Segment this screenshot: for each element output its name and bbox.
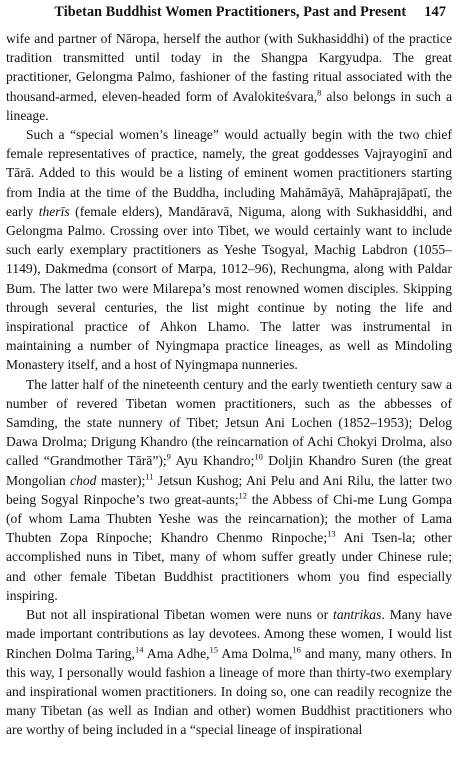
footnote-ref: 13	[327, 528, 336, 539]
running-title: Tibetan Buddhist Women Practitioners, Past and Present	[54, 4, 407, 20]
text-run: also belongs in such a lineage.	[6, 88, 452, 123]
text-run: wife and partner of Nāropa, herself the author (with Sukhasiddhi) of the practice tradition transmitted until today in the Shangpa Kargyudpa. The great practitioner, Gelongma Palmo, fashioner of the fasting ritual associated with the thousand-armed, eleven-headed form of Avalokiteśvara,	[6, 31, 452, 104]
italic-term: therīs	[38, 203, 70, 219]
paragraph	[6, 29, 452, 125]
footnote-ref: 16	[292, 643, 301, 654]
paragraph	[6, 375, 452, 605]
text-run: Jetsun Kushog; Ani Pelu and Ani Rilu, the latter two being Sogyal Rinpoche’s two great-aunts;	[6, 472, 453, 507]
text-run: Ani Tsen-la; other accomplished nuns in Tibet, many of whom suffer greatly under Chinese rule; and other female Tibetan Buddhist practitioners whom you find especially inspiring.	[6, 530, 452, 603]
footnote-ref: 15	[209, 643, 219, 654]
body-text	[6, 29, 452, 740]
footnote-ref: 12	[238, 490, 248, 501]
footnote-ref: 11	[145, 471, 154, 482]
text-run: Doljin Khandro Suren (the great Mongolian	[6, 453, 452, 488]
text-run: Ama Dolma,	[218, 645, 293, 661]
footnote-ref: 8	[317, 87, 322, 98]
text-run: Ama Adhe,	[143, 645, 210, 661]
footnote-ref: 9	[166, 451, 171, 462]
text-run: and many, many others. In this way, I personally would fashion a lineage of more than thirty-two exemplary and inspirational women practitioners. In doing so, one can readily recognize the many Tibetan (as well as Indian and other) women Buddhist practitioners who are worthy of being included in a “special lineage of inspirational	[6, 645, 452, 738]
paragraph	[6, 125, 452, 375]
text-run: (female elders), Mandāravā, Niguma, along with Sukhasiddhi, and Gelongma Palmo. Crossing over into Tibet, we would certainly want to include such early exemplary practitioners as Yeshe Tsogyal, Machig Labdron (1055–1149), Dakmedma (consort of Marpa, 1012–96), Rechungma, along with Paldar Bum. The latter two were Milarepa’s most renowned women disciples. Skipping through several centuries, the list might continue by noting the life and inspirational practice of Ahkon Lhamo. The latter was instrumental in maintaining a number of Nyingmapa practice lineages, as well as Mindoling Monastery itself, and a host of Nyingmapa nunneries.	[6, 203, 452, 373]
text-run: Such a “special women’s lineage” would actually begin with the two chief female representatives of practice, namely, the great goddesses Vajrayoginī and Tārā. Added to this would be a listing of eminent women practitioners starting from India at the time of the Buddha, including Mahāmāyā, Mahāprajāpatī, the early	[6, 127, 452, 219]
page-bottom-crop	[0, 747, 460, 757]
running-header	[20, 4, 446, 24]
text-run: The latter half of the nineteenth century and the early twentieth century saw a number of revered Tibetan women practitioners, such as the abbesses of Samding, the state nunnery of Tibet; Jetsun Ani Lochen (1852–1953); Delog Dawa Drolma; Drigung Khandro (the reincarnation of Achi Chokyi Drolma, also called “Grandmother Tārā”);	[6, 376, 452, 469]
italic-term: chod	[70, 472, 97, 488]
text-run: master);	[96, 472, 146, 488]
italic-term: tantrikas	[333, 607, 382, 623]
text-run: . Many have made important contributions as lay devotees. Among these women, I would list Rinchen Dolma Taring,	[6, 607, 452, 661]
footnote-ref: 14	[135, 643, 144, 654]
text-run: the Abbess of Chi-me Lung Gompa (of whom Lama Thubten Yeshe was the reincarnation); the mother of Lama Thubten Zopa Rinpoche; Khandro Chenmo Rinpoche;	[6, 491, 452, 546]
footnote-ref: 10	[254, 451, 263, 462]
page-number: 147	[424, 4, 446, 20]
paragraph	[6, 605, 452, 739]
text-run: But not all inspirational Tibetan women were nuns or	[26, 607, 334, 623]
text-run: Ayu Khandro;	[170, 453, 255, 469]
